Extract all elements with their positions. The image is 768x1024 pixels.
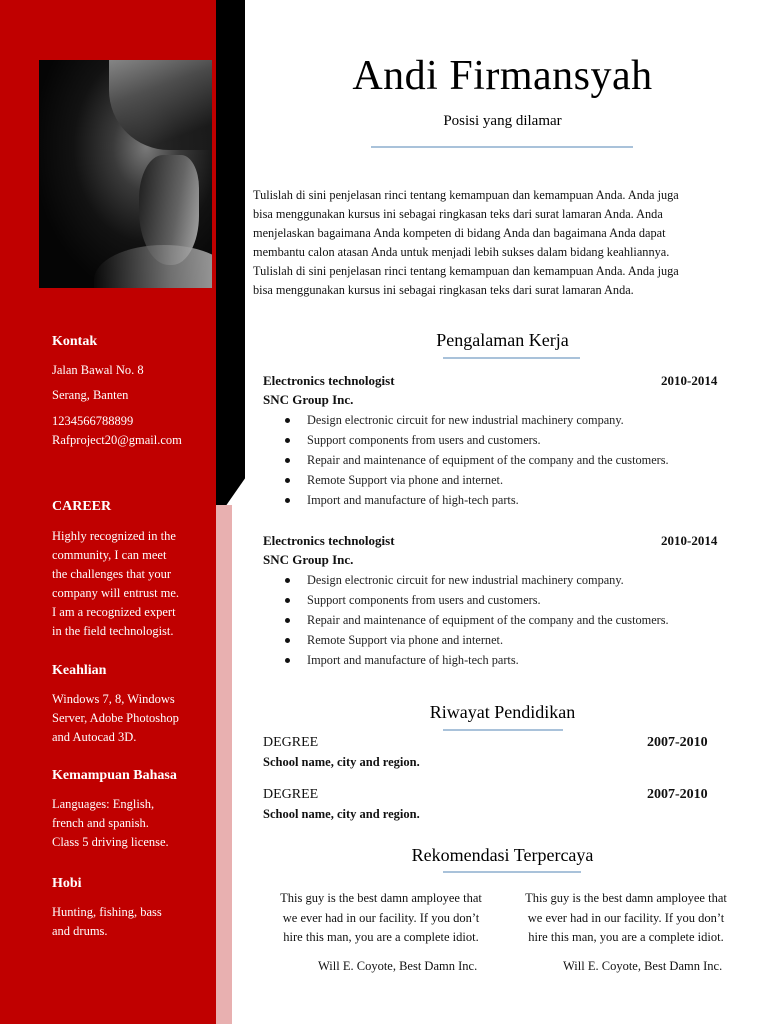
quote-line: This guy is the best damn amployee that — [525, 891, 727, 905]
skills-line: Server, Adobe Photoshop — [52, 711, 179, 725]
job-duties-list — [285, 570, 669, 670]
contact-heading: Kontak — [52, 334, 98, 349]
skills-line: and Autocad 3D. — [52, 730, 137, 744]
education-heading: Riwayat Pendidikan — [429, 702, 576, 722]
profile-photo — [39, 60, 212, 288]
list-item: Design electronic circuit for new industrial machinery company. — [285, 410, 669, 430]
intro-line: Tulislah di sini penjelasan rinci tentang kemampuan dan kemampuan Anda. Anda juga — [253, 188, 679, 202]
career-line: company will entrust me. — [52, 586, 180, 600]
career-line: in the field technologist. — [52, 624, 174, 638]
edu-years: 2007-2010 — [647, 787, 708, 802]
quote-line: This guy is the best damn amployee that — [280, 891, 482, 905]
intro-paragraph — [253, 186, 753, 300]
contact-details — [52, 361, 212, 450]
contact-city: Serang, Banten — [52, 388, 129, 402]
contact-address: Jalan Bawal No. 8 — [52, 363, 144, 377]
header-divider — [371, 146, 633, 148]
list-item: Repair and maintenance of equipment of the company and the customers. — [285, 450, 669, 470]
career-line: Highly recognized in the — [52, 529, 176, 543]
skills-text — [52, 690, 212, 747]
reference-author: Will E. Coyote, Best Damn Inc. — [318, 959, 478, 973]
reference-quote — [265, 889, 497, 948]
quote-line: we ever had in our facility. If you don’t — [527, 910, 725, 925]
contact-email: Rafproject20@gmail.com — [52, 433, 182, 447]
edu-degree: DEGREE — [263, 735, 319, 750]
list-item: Import and manufacture of high-tech parts. — [285, 490, 669, 510]
job-years: 2010-2014 — [661, 373, 718, 388]
job-company: SNC Group Inc. — [263, 552, 354, 567]
quote-line: hire this man, you are a complete idiot. — [528, 930, 724, 944]
edu-school: School name, city and region. — [263, 807, 420, 821]
intro-line: menjelaskan bagaimana Anda kompeten di bidang Anda dan bagaimana Anda dapat — [253, 226, 666, 240]
hobby-line: Hunting, fishing, bass — [52, 905, 162, 919]
languages-heading: Kemampuan Bahasa — [52, 768, 177, 783]
career-line: community, I can meet — [52, 548, 167, 562]
position-applied: Posisi yang dilamar — [443, 113, 562, 129]
career-text — [52, 527, 212, 641]
career-line: the challenges that your — [52, 567, 172, 581]
reference-quote — [510, 889, 742, 948]
intro-line: Tulislah di sini penjelasan rinci tentang kemampuan dan kemampuan Anda. Anda juga — [253, 264, 679, 278]
languages-line: Class 5 driving license. — [52, 835, 169, 849]
quote-line: hire this man, you are a complete idiot. — [283, 930, 479, 944]
job-duties-list — [285, 410, 669, 510]
career-heading: CAREER — [52, 499, 112, 514]
list-item: Remote Support via phone and internet. — [285, 470, 669, 490]
references-divider — [443, 871, 581, 873]
job-years: 2010-2014 — [661, 533, 718, 548]
job-company: SNC Group Inc. — [263, 392, 354, 407]
intro-line: membantu calon atasan Anda untuk menjadi lebih sukses dalam bidang keahliannya. — [253, 245, 670, 259]
hobby-heading: Hobi — [52, 876, 82, 891]
quote-line: we ever had in our facility. If you don’t — [282, 910, 480, 925]
intro-line: bisa menggunakan kursus ini sebagai ringkasan teks dari surat lamaran Anda. Anda — [253, 207, 663, 221]
candidate-name: Andi Firmansyah — [352, 53, 653, 99]
intro-line: bisa menggunakan kursus ini sebagai ringkasan teks dari surat lamaran Anda. — [253, 283, 634, 297]
list-item: Repair and maintenance of equipment of the company and the customers. — [285, 610, 669, 630]
languages-line: french and spanish. — [52, 816, 149, 830]
edu-degree: DEGREE — [263, 787, 319, 802]
skills-heading: Keahlian — [52, 663, 107, 678]
hobby-text — [52, 903, 212, 941]
skills-line: Windows 7, 8, Windows — [52, 692, 175, 706]
languages-line: Languages: English, — [52, 797, 155, 811]
experience-divider — [443, 357, 580, 359]
job-title: Electronics technologist — [263, 373, 395, 388]
list-item: Support components from users and customers. — [285, 590, 669, 610]
list-item: Remote Support via phone and internet. — [285, 630, 669, 650]
experience-heading: Pengalaman Kerja — [436, 330, 569, 350]
edu-school: School name, city and region. — [263, 755, 420, 769]
decorative-pink-strip — [216, 505, 232, 1024]
hobby-line: and drums. — [52, 924, 108, 938]
job-title: Electronics technologist — [263, 533, 395, 548]
career-line: I am a recognized expert — [52, 605, 176, 619]
references-heading: Rekomendasi Terpercaya — [411, 845, 594, 865]
edu-years: 2007-2010 — [647, 735, 708, 750]
list-item: Design electronic circuit for new industrial machinery company. — [285, 570, 669, 590]
languages-text — [52, 795, 212, 852]
list-item: Import and manufacture of high-tech parts. — [285, 650, 669, 670]
list-item: Support components from users and customers. — [285, 430, 669, 450]
contact-phone: 1234566788899 — [52, 414, 134, 428]
reference-author: Will E. Coyote, Best Damn Inc. — [563, 959, 723, 973]
education-divider — [443, 729, 563, 731]
